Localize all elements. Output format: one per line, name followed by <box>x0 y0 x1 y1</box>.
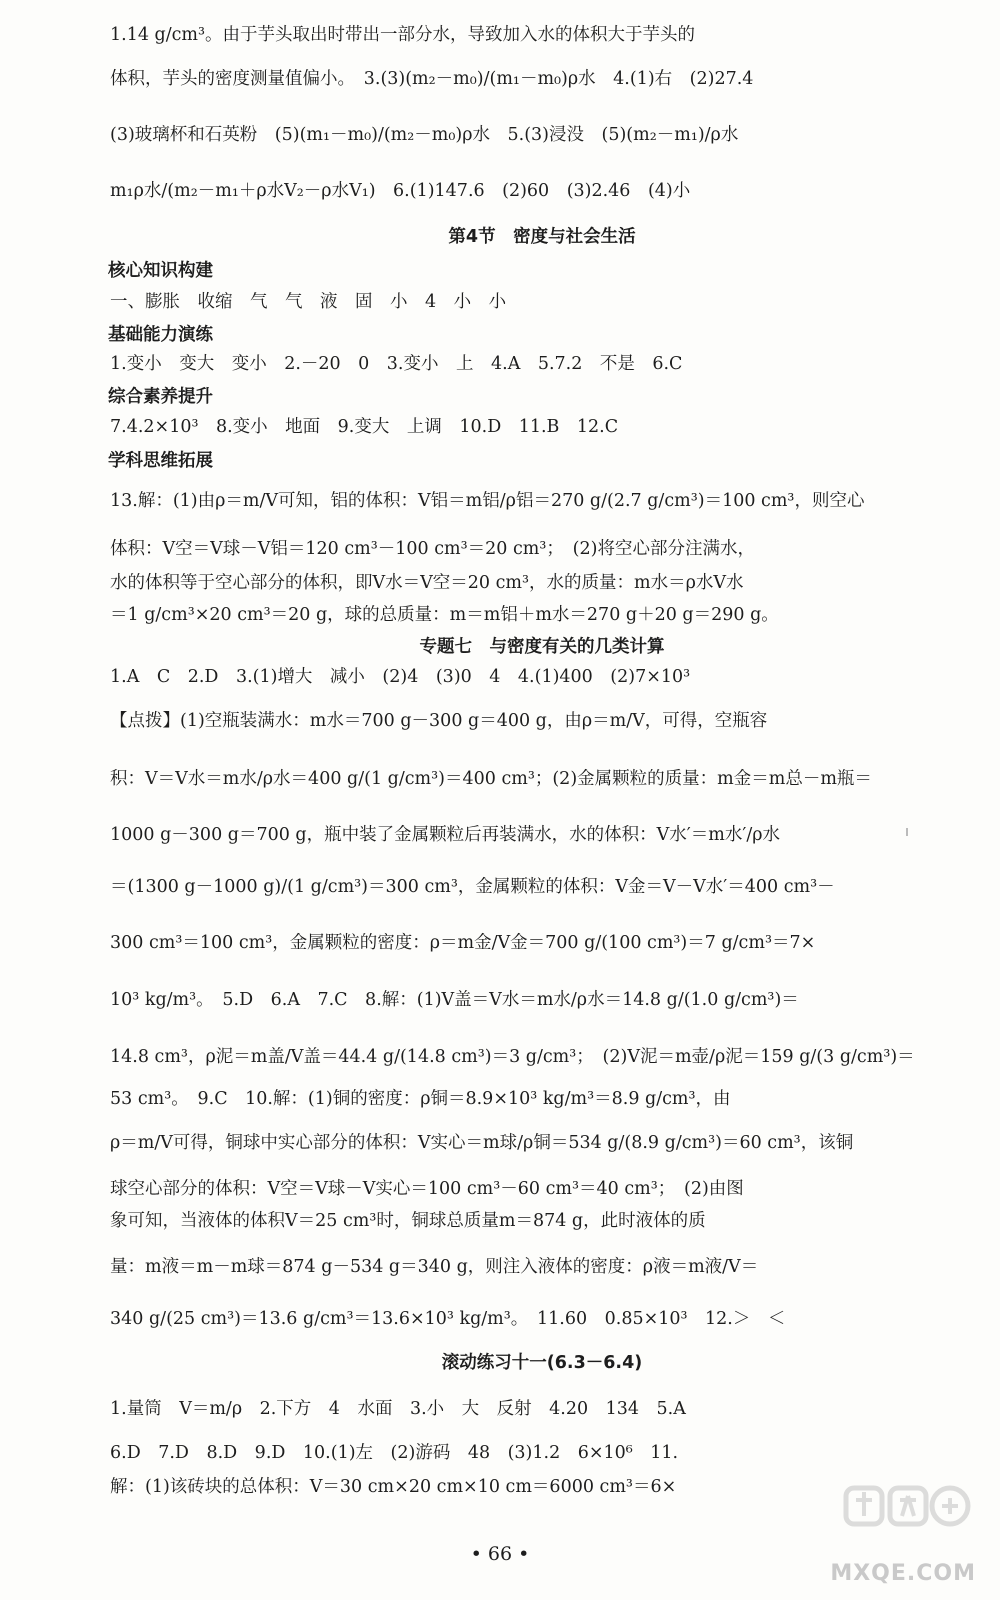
text-line: (3)玻璃杯和石英粉 (5)(m₁－m₀)/(m₂－m₀)ρ水 5.(3)浸没 (5)(m₂－m₁)/ρ水 <box>110 125 739 145</box>
section-heading: 基础能力演练 <box>108 325 213 345</box>
text-line: 体积，芋头的密度测量值偏小。 3.(3)(m₂－m₀)/(m₁－m₀)ρ水 4.(1)右 (2)27.4 <box>110 69 754 89</box>
text-line: 1.变小 变大 变小 2.－20 0 3.变小 上 4.A 5.7.2 不是 6.C <box>110 354 683 374</box>
page-number: • 66 • <box>470 1543 530 1565</box>
text-line: 300 cm³＝100 cm³，金属颗粒的密度：ρ＝m金/V金＝700 g/(100 cm³)＝7 g/cm³＝7× <box>110 933 816 953</box>
text-line: ＝1 g/cm³×20 cm³＝20 g，球的总质量：m＝m铝＋m水＝270 g＋20 g＝290 g。 <box>110 605 779 625</box>
text-line: 水的体积等于空心部分的体积，即V水＝V空＝20 cm³，水的质量：m水＝ρ水V水 <box>110 573 744 593</box>
scan-mark <box>906 828 908 836</box>
text-line: 7.4.2×10³ 8.变小 地面 9.变大 上调 10.D 11.B 12.C <box>110 417 619 437</box>
text-line: 一、膨胀 收缩 气 气 液 固 小 4 小 小 <box>110 292 507 312</box>
section-title: 第4节 密度与社会生活 <box>448 227 636 247</box>
text-line: ρ＝m/V可得，铜球中实心部分的体积：V实心＝m球/ρ铜＝534 g/(8.9 g/cm³)＝60 cm³，该铜 <box>110 1133 854 1153</box>
text-line: m₁ρ水/(m₂－m₁＋ρ水V₂－ρ水V₁) 6.(1)147.6 (2)60 (3)2.46 (4)小 <box>110 181 691 201</box>
text-line: 1000 g－300 g＝700 g，瓶中装了金属颗粒后再装满水，水的体积：V水′＝m水′/ρ水 <box>110 825 780 845</box>
section-heading: 核心知识构建 <box>108 261 213 281</box>
section-heading: 学科思维拓展 <box>108 451 213 471</box>
watermark-text: MXQE.COM <box>830 1561 976 1586</box>
text-line: 量：m液＝m－m球＝874 g－534 g＝340 g，则注入液体的密度：ρ液＝m液/V＝ <box>110 1257 759 1277</box>
section-title: 专题七 与密度有关的几类计算 <box>419 637 665 657</box>
text-line: 6.D 7.D 8.D 9.D 10.(1)左 (2)游码 48 (3)1.2 6×10⁶ 11. <box>110 1443 679 1463</box>
text-line: 1.A C 2.D 3.(1)增大 减小 (2)4 (3)0 4 4.(1)400 (2)7×10³ <box>110 667 691 687</box>
text-line: 解：(1)该砖块的总体积：V＝30 cm×20 cm×10 cm＝6000 cm³＝6× <box>110 1477 677 1497</box>
section-heading: 综合素养提升 <box>108 387 213 407</box>
text-line: 体积：V空＝V球－V铝＝120 cm³－100 cm³＝20 cm³； (2)将空心部分注满水， <box>110 539 755 559</box>
text-line: ＝(1300 g－1000 g)/(1 g/cm³)＝300 cm³，金属颗粒的体积：V金＝V－V水′＝400 cm³－ <box>110 877 835 897</box>
text-line: 积：V＝V水＝m水/ρ水＝400 g/(1 g/cm³)＝400 cm³；(2)金属颗粒的质量：m金＝m总－m瓶＝ <box>110 769 872 789</box>
text-line: 球空心部分的体积：V空＝V球－V实心＝100 cm³－60 cm³＝40 cm³； (2)由图 <box>110 1179 744 1199</box>
text-line: 象可知，当液体的体积V＝25 cm³时，铜球总质量m＝874 g，此时液体的质 <box>110 1211 706 1231</box>
watermark-logo-icon <box>842 1478 974 1552</box>
text-line: 53 cm³。 9.C 10.解：(1)铜的密度：ρ铜＝8.9×10³ kg/m³＝8.9 g/cm³，由 <box>110 1089 731 1109</box>
section-title: 滚动练习十一(6.3－6.4) <box>441 1353 643 1373</box>
text-line: 1.量筒 V＝m/ρ 2.下方 4 水面 3.小 大 反射 4.20 134 5.A <box>110 1399 686 1419</box>
text-line: 10³ kg/m³。 5.D 6.A 7.C 8.解：(1)V盖＝V水＝m水/ρ水＝14.8 g/(1.0 g/cm³)＝ <box>110 990 799 1010</box>
text-line: 【点拨】(1)空瓶装满水：m水＝700 g－300 g＝400 g，由ρ＝m/V，可得，空瓶容 <box>110 711 768 731</box>
text-line: 340 g/(25 cm³)＝13.6 g/cm³＝13.6×10³ kg/m³。 11.60 0.85×10³ 12.＞ ＜ <box>110 1309 786 1329</box>
text-line: 1.14 g/cm³。由于芋头取出时带出一部分水，导致加入水的体积大于芋头的 <box>110 25 696 45</box>
text-line: 14.8 cm³，ρ泥＝m盖/V盖＝44.4 g/(14.8 cm³)＝3 g/cm³； (2)V泥＝m壶/ρ泥＝159 g/(3 g/cm³)＝ <box>110 1047 915 1067</box>
text-line: 13.解：(1)由ρ＝m/V可知，铝的体积：V铝＝m铝/ρ铝＝270 g/(2.7 g/cm³)＝100 cm³，则空心 <box>110 491 865 511</box>
